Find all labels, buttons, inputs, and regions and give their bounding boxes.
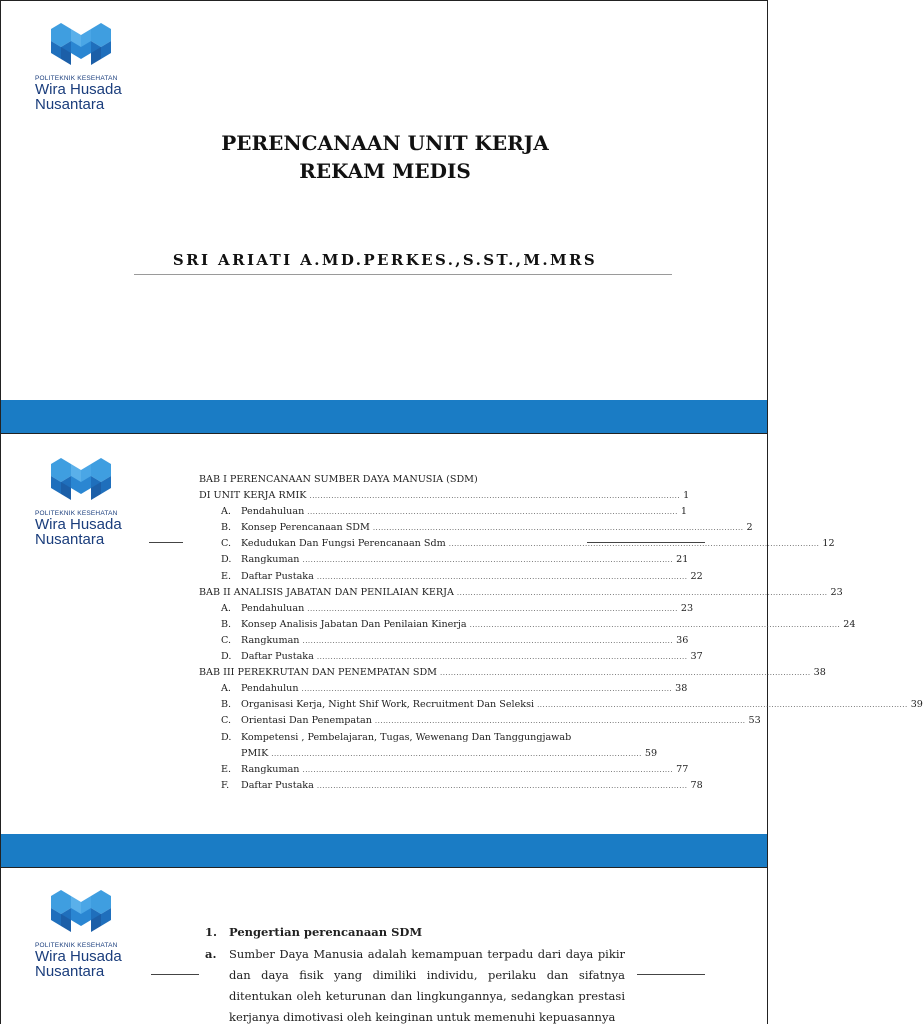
institution-logo <box>35 21 122 112</box>
toc-item: PMIK ........................................................................................................................................ 59 <box>199 746 571 762</box>
toc-item-page: 12 <box>822 538 835 550</box>
toc-chapter-1-line2: DI UNIT KERJA RMIK ........................................................................................................................................ 1 <box>199 490 690 502</box>
toc-item-letter: D. <box>221 554 232 566</box>
left-divider <box>151 974 199 975</box>
title-line-2: REKAM MEDIS <box>299 159 471 183</box>
toc-item-letter: B. <box>221 699 232 711</box>
paragraph-line: kerjanya dimotivasi oleh keinginan untuk memenuhi kepuasannya <box>229 1010 616 1024</box>
paragraph-line: Sumber Daya Manusia adalah kemampuan terpadu dari daya pikir <box>229 947 625 961</box>
logo-subtitle: POLITEKNIK KESEHATAN <box>35 75 118 82</box>
toc-item-title: Kompetensi , Pembelajaran, Tugas, Wewenang Dan Tanggungjawab <box>241 731 572 743</box>
toc-item-title: PMIK <box>241 747 269 759</box>
toc-item-page: 2 <box>746 522 753 534</box>
toc-chapter-3: BAB III PEREKRUTAN DAN PENEMPATAN SDM ........................................................................................................................................ 38 <box>199 667 826 679</box>
toc-item-letter: C. <box>221 715 232 727</box>
toc-item-title: Orientasi Dan Penempatan <box>241 715 372 727</box>
logo-name-line2: Nusantara <box>35 531 105 548</box>
section-heading: 1. Pengertian perencanaan SDM <box>205 925 423 939</box>
toc-item: C. Orientasi Dan Penempatan ........................................................................................................................................ 53 <box>199 713 571 729</box>
toc-item: C. Rangkuman ........................................................................................................................................ 36 <box>199 633 571 649</box>
toc-item: E. Rangkuman ........................................................................................................................................ 77 <box>199 762 571 778</box>
toc-item: A. Pendahulun ........................................................................................................................................ 38 <box>199 681 571 697</box>
toc-item-letter: F. <box>221 779 230 791</box>
toc-item: F. Daftar Pustaka ........................................................................................................................................ 78 <box>199 778 571 794</box>
toc-slide <box>0 433 923 867</box>
toc-item: A. Pendahuluan ........................................................................................................................................ 1 <box>199 504 571 520</box>
toc-item: C. Kedudukan Dan Fungsi Perencanaan Sdm ........................................................................................................................................ 12 <box>199 536 571 552</box>
toc-item-letter: B. <box>221 618 232 630</box>
toc-item-title: Rangkuman <box>241 763 300 775</box>
paragraph-line: ditentukan oleh keturunan dan lingkungannya, sedangkan prestasi <box>229 989 625 1003</box>
toc-item-title: Daftar Pustaka <box>241 651 314 663</box>
toc-item-letter: A. <box>221 602 231 614</box>
toc-item-page: 23 <box>680 602 694 614</box>
toc-item: A. Pendahuluan ........................................................................................................................................ 23 <box>199 601 571 617</box>
toc-item: B. Organisasi Kerja, Night Shif Work, Recruitment Dan Seleksi ........................................................................................................................................ 39 <box>199 697 571 713</box>
toc-item-page: 59 <box>644 747 658 759</box>
toc-chapter-2: BAB II ANALISIS JABATAN DAN PENILAIAN KERJA ........................................................................................................................................ 23 <box>199 586 843 598</box>
toc-item-title: Konsep Analisis Jabatan Dan Penilaian Kinerja <box>241 618 467 630</box>
toc-item-title: Konsep Perencanaan SDM <box>241 522 370 534</box>
footer-band <box>1 400 767 434</box>
logo-name-line2: Nusantara <box>35 963 105 980</box>
toc-item-page: 77 <box>676 763 689 775</box>
toc-item-title: Daftar Pustaka <box>241 779 314 791</box>
toc-item-letter: E. <box>221 570 232 582</box>
right-divider <box>637 974 705 975</box>
author-name: SRI ARIATI A.MD.PERKES.,S.ST.,M.MRS <box>172 251 598 269</box>
title-slide <box>0 0 768 433</box>
logo-mark-icon <box>51 888 111 936</box>
toc-item-title: Rangkuman <box>241 554 300 566</box>
institution-logo <box>35 456 122 547</box>
toc-item-letter: A. <box>221 683 231 695</box>
toc-item-letter: A. <box>221 506 231 518</box>
toc-item-letter: C. <box>221 634 232 646</box>
toc-item-page: 39 <box>910 699 923 711</box>
author-underline <box>134 274 672 275</box>
logo-name-line2: Nusantara <box>35 96 105 113</box>
institution-logo <box>35 888 122 979</box>
toc-item-page: 22 <box>690 570 703 582</box>
toc-item: B. Konsep Perencanaan SDM ........................................................................................................................................ 2 <box>199 520 571 536</box>
logo-name-line1: Wira Husada <box>35 516 122 533</box>
logo-name-line1: Wira Husada <box>35 81 122 98</box>
toc-item-page: 24 <box>843 618 856 630</box>
toc-item-title: Rangkuman <box>241 634 300 646</box>
logo-mark-icon <box>51 456 111 504</box>
toc-item-page: 36 <box>676 634 689 646</box>
toc-item-title: Organisasi Kerja, Night Shif Work, Recruitment Dan Seleksi <box>241 699 535 711</box>
toc-item: E. Daftar Pustaka ........................................................................................................................................ 22 <box>199 569 571 585</box>
paragraph-a: a. Sumber Daya Manusia adalah kemampuan terpadu dari daya pikir dan daya fisik yang dimiliki individu, perilaku dan sifatnya ditentukan oleh keturunan dan lingkungannya, sedangkan prestasi kerjanya dimotivasi oleh keinginan untuk memenuhi kepuasannya <box>205 944 625 1028</box>
toc-item-title: Pendahuluan <box>241 602 305 614</box>
title-line-1: PERENCANAAN UNIT KERJA <box>221 131 549 155</box>
toc-item-letter: D. <box>221 731 232 743</box>
toc-item-letter: E. <box>221 763 232 775</box>
toc-item-letter: C. <box>221 538 232 550</box>
content-slide <box>0 867 768 1024</box>
toc-item-title: Kedudukan Dan Fungsi Perencanaan Sdm <box>241 538 446 550</box>
toc-item-page: 53 <box>748 715 761 727</box>
toc-item-page: 21 <box>676 554 689 566</box>
toc-item-page: 37 <box>690 651 703 663</box>
logo-name-line1: Wira Husada <box>35 948 122 965</box>
toc-item: D. Rangkuman ........................................................................................................................................ 21 <box>199 552 571 568</box>
footer-band <box>1 834 767 868</box>
toc-item-title: Pendahulun <box>241 683 299 695</box>
toc-item-page: 1 <box>680 506 687 518</box>
toc-item-page: 78 <box>690 779 703 791</box>
logo-mark-icon <box>51 21 111 69</box>
slide-body <box>205 920 625 1028</box>
toc-item <box>199 730 571 746</box>
table-of-contents <box>199 472 923 794</box>
logo-subtitle: POLITEKNIK KESEHATAN <box>35 510 118 517</box>
toc-item-letter: B. <box>221 522 232 534</box>
toc-item: B. Konsep Analisis Jabatan Dan Penilaian Kinerja ........................................................................................................................................ 24 <box>199 617 571 633</box>
toc-item: D. Daftar Pustaka ........................................................................................................................................ 37 <box>199 649 571 665</box>
toc-item-title: Pendahuluan <box>241 506 305 518</box>
slide-title <box>1 129 769 185</box>
left-divider <box>149 542 183 543</box>
logo-subtitle: POLITEKNIK KESEHATAN <box>35 942 118 949</box>
toc-item-letter: D. <box>221 651 232 663</box>
toc-item-title: Daftar Pustaka <box>241 570 314 582</box>
paragraph-line: dan daya fisik yang dimiliki individu, perilaku dan sifatnya <box>229 968 625 982</box>
toc-item-page: 38 <box>675 683 688 695</box>
toc-chapter-1: BAB I PERENCANAAN SUMBER DAYA MANUSIA (SDM) <box>199 474 478 485</box>
